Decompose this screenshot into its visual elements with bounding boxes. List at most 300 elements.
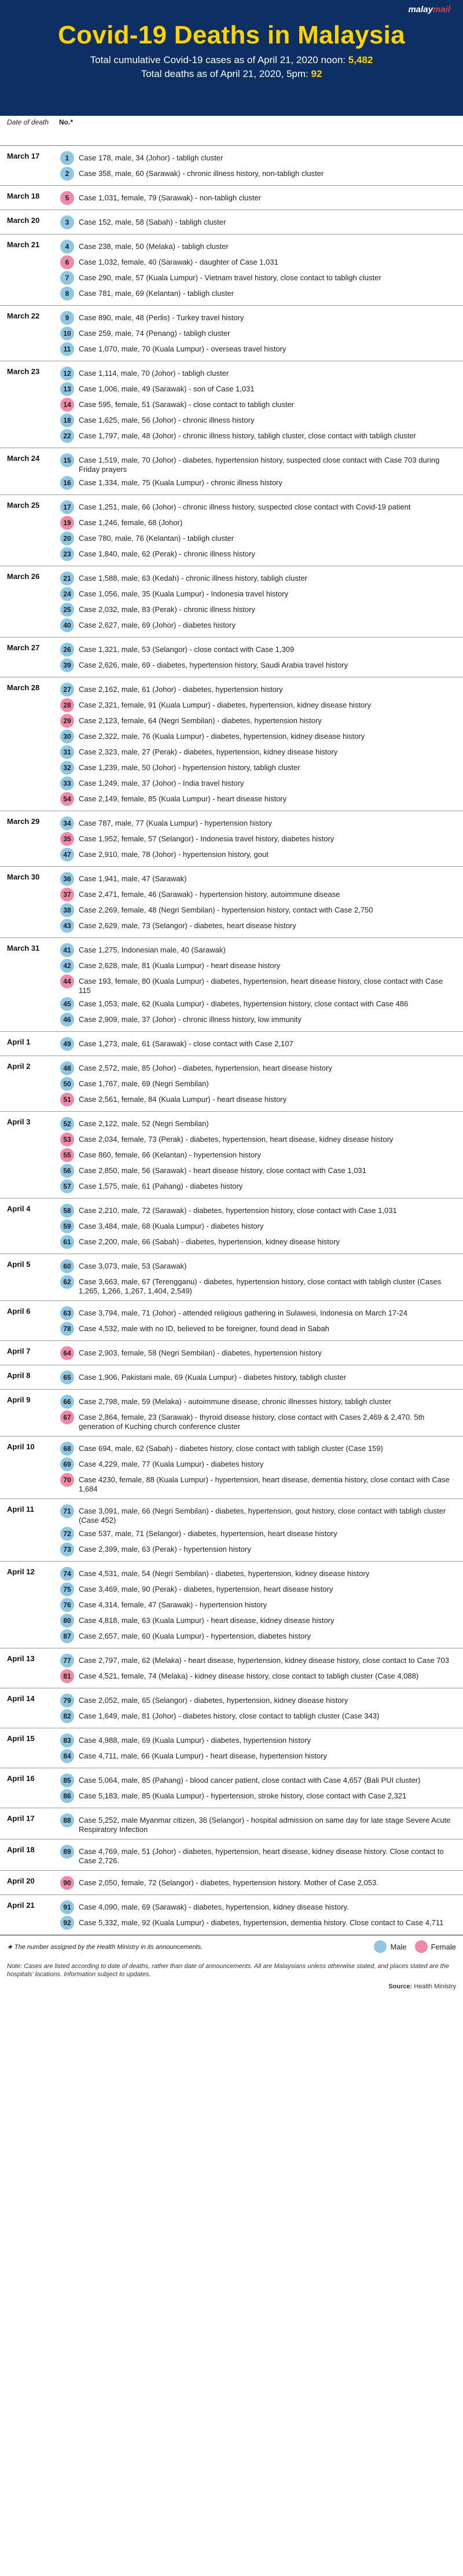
case-row [60, 683, 455, 697]
case-description: Case 5,252, male Myanmar citizen, 36 (Selangor) - hospital admission on same day for late stage Severe Acute Respiratory Infection [79, 1816, 451, 1834]
death-date: April 3 [7, 1117, 31, 1126]
case-description: Case 1,275, Indonesian male, 40 (Sarawak) [79, 946, 226, 954]
case-description: Case 1,649, male, 81 (Johor) - diabetes history, close contact to tabligh cluster (Case 343) [79, 1712, 380, 1720]
date-group [0, 1499, 463, 1562]
malaymail-logo: malaymail [408, 5, 450, 14]
male-death-number: 10 [60, 327, 74, 340]
date-group [0, 938, 463, 1032]
source-line [7, 1983, 456, 1990]
male-death-number: 91 [60, 1900, 74, 1914]
case-row [60, 367, 455, 380]
case-description: Case 259, male, 74 (Penang) - tabligh cluster [79, 329, 230, 338]
male-death-number: 43 [60, 919, 74, 933]
case-description: Case 4,532, male with no ID, believed to be foreigner, found dead in Sabah [79, 1324, 329, 1333]
date-group [0, 361, 463, 448]
female-death-number: 51 [60, 1093, 74, 1106]
case-description: Case 2,627, male, 69 (Johor) - diabetes history [79, 621, 236, 629]
case-row [60, 1148, 455, 1162]
female-death-number: 70 [60, 1473, 74, 1487]
case-row [60, 547, 455, 561]
case-row [60, 342, 455, 356]
date-group [0, 1437, 463, 1499]
death-date: April 14 [7, 1694, 35, 1703]
case-list [60, 1369, 463, 1386]
case-description: Case 2,149, female, 85 (Kuala Lumpur) - heart disease history [79, 794, 287, 803]
male-death-number: 83 [60, 1734, 74, 1747]
death-date: March 25 [7, 501, 40, 510]
case-row [60, 1410, 455, 1431]
date-group [0, 1808, 463, 1840]
case-row [60, 1133, 455, 1146]
case-description: Case 238, male, 50 (Melaka) - tabligh cluster [79, 242, 229, 251]
case-list [60, 1652, 463, 1685]
case-description: Case 2,122, male, 52 (Negri Sembilan) [79, 1119, 209, 1128]
death-date: March 30 [7, 873, 40, 881]
female-death-number: 28 [60, 698, 74, 712]
case-list [60, 309, 463, 358]
case-list [60, 365, 463, 445]
case-row [60, 745, 455, 759]
death-date: April 9 [7, 1395, 31, 1404]
date-group [0, 1254, 463, 1301]
case-row [60, 1813, 455, 1834]
case-description: Case 787, male, 77 (Kuala Lumpur) - hypertension history [79, 819, 272, 827]
case-description: Case 290, male, 57 (Kuala Lumpur) - Vietnam travel history, close contact to tabligh cluster [79, 273, 381, 282]
case-description: Case 1,797, male, 48 (Johor) - chronic illness history, tabligh cluster, close contact with tabligh cluster [79, 431, 416, 440]
female-death-number: 55 [60, 1148, 74, 1162]
column-header [0, 116, 463, 146]
death-date: April 18 [7, 1845, 35, 1854]
case-description: Case 2,909, male, 37 (Johor) - chronic illness history, low immunity [79, 1015, 302, 1024]
case-row [60, 832, 455, 846]
male-death-number: 33 [60, 776, 74, 790]
male-death-number: 11 [60, 342, 74, 356]
case-row [60, 1164, 455, 1178]
male-death-number: 73 [60, 1542, 74, 1556]
male-death-number: 42 [60, 959, 74, 973]
case-row [60, 1061, 455, 1075]
death-date: March 22 [7, 312, 40, 320]
case-row [60, 1117, 455, 1131]
case-row [60, 1504, 455, 1525]
case-description: Case 1,239, male, 50 (Johor) - hypertension history, tabligh cluster [79, 763, 300, 772]
female-death-number: 14 [60, 398, 74, 412]
case-description: Case 2,629, male, 73 (Selangor) - diabetes, heart disease history [79, 921, 296, 930]
case-row [60, 1694, 455, 1707]
case-row [60, 1371, 455, 1384]
case-description: Case 1,334, male, 75 (Kuala Lumpur) - chronic illness history [79, 478, 282, 487]
case-list [60, 570, 463, 634]
case-row [60, 658, 455, 672]
case-row [60, 776, 455, 790]
case-row [60, 1219, 455, 1233]
date-group [0, 1390, 463, 1437]
male-death-number: 12 [60, 367, 74, 380]
death-date: April 10 [7, 1442, 35, 1451]
date-group [0, 637, 463, 677]
case-description: Case 1,031, female, 79 (Sarawak) - non-tabligh cluster [79, 193, 262, 202]
case-row [60, 191, 455, 205]
male-death-number: 84 [60, 1749, 74, 1763]
death-date: April 2 [7, 1062, 31, 1071]
case-row [60, 1204, 455, 1218]
male-death-number: 52 [60, 1117, 74, 1131]
death-date: April 16 [7, 1774, 35, 1783]
case-list [60, 1812, 463, 1836]
footer [0, 1935, 463, 1995]
case-row [60, 974, 455, 995]
case-description: Case 2,399, male, 63 (Perak) - hypertension history [79, 1545, 251, 1553]
male-death-number: 39 [60, 658, 74, 672]
case-description: Case 2,032, male, 83 (Perak) - chronic illness history [79, 605, 255, 614]
date-group [0, 1562, 463, 1648]
case-list [60, 1440, 463, 1496]
case-row [60, 398, 455, 412]
case-description: Case 3,091, male, 66 (Negri Sembilan) - diabetes, hypertension, gout history, close contact with tabligh cluster (Case 452) [79, 1507, 446, 1525]
total-cases-value: 5,482 [348, 54, 373, 65]
case-row [60, 453, 455, 474]
date-group [0, 1032, 463, 1056]
female-death-number: 6 [60, 255, 74, 269]
case-list [60, 189, 463, 207]
death-list [0, 146, 463, 1935]
male-death-number: 38 [60, 903, 74, 917]
case-description: Case 4230, female, 88 (Kuala Lumpur) - hypertension, heart disease, dementia history, close contact with Case 1,684 [79, 1475, 450, 1493]
case-row [60, 1395, 455, 1409]
case-list [60, 1843, 463, 1867]
date-column-label: Date of death [7, 118, 49, 126]
death-date: April 20 [7, 1877, 35, 1885]
case-description: Case 5,064, male, 85 (Pahang) - blood cancer patient, close contact with Case 4,657 (Bali PUI cluster) [79, 1776, 421, 1784]
male-death-number: 49 [60, 1037, 74, 1051]
case-row [60, 903, 455, 917]
case-row [60, 872, 455, 886]
female-death-number: 53 [60, 1133, 74, 1146]
case-description: Case 1,519, male, 70 (Johor) - diabetes, hypertension history, suspected close contact with Case 703 during Friday prayers [79, 456, 440, 474]
case-description: Case 2,269, female, 48 (Negri Sembilan) - hypertension history, contact with Case 2,750 [79, 906, 373, 914]
case-row [60, 215, 455, 229]
male-death-number: 50 [60, 1077, 74, 1091]
case-description: Case 3,469, male, 90 (Perak) - diabetes, hypertension, heart disease history [79, 1585, 333, 1593]
case-description: Case 595, female, 51 (Sarawak) - close contact to tabligh cluster [79, 400, 295, 409]
female-death-number: 37 [60, 888, 74, 902]
male-death-number: 66 [60, 1395, 74, 1409]
case-list [60, 214, 463, 231]
male-death-number: 15 [60, 453, 74, 467]
total-deaths-line [0, 68, 463, 80]
case-description: Case 2,034, female, 73 (Perak) - diabetes, hypertension, heart disease, kidney disease history [79, 1135, 394, 1144]
case-row [60, 571, 455, 585]
total-deaths-value: 92 [311, 68, 322, 79]
male-death-number: 18 [60, 413, 74, 427]
case-row [60, 255, 455, 269]
case-description: Case 1,053, male, 62 (Kuala Lumpur) - diabetes, hypertension history, close contact with Case 486 [79, 999, 409, 1008]
case-description: Case 1,056, male, 35 (Kuala Lumpur) - Indonesia travel history [79, 589, 289, 598]
male-death-number: 34 [60, 816, 74, 830]
male-death-number: 46 [60, 1013, 74, 1027]
female-dot-icon [415, 1940, 428, 1953]
case-description: Case 2,626, male, 69 - diabetes, hypertension history, Saudi Arabia travel history [79, 661, 348, 669]
case-description: Case 4,090, male, 69 (Sarawak) - diabetes, hypertension, kidney disease history. [79, 1903, 349, 1911]
male-death-number: 17 [60, 500, 74, 514]
death-date: March 27 [7, 643, 40, 652]
date-group [0, 677, 463, 811]
case-description: Case 890, male, 48 (Perlis) - Turkey travel history [79, 313, 244, 322]
date-group [0, 1688, 463, 1728]
case-row [60, 1093, 455, 1106]
male-death-number: 71 [60, 1504, 74, 1518]
case-description: Case 1,941, male, 47 (Sarawak) [79, 874, 187, 883]
case-description: Case 5,332, male, 92 (Kuala Lumpur) - diabetes, hypertension, dementia history. Close contact to Case 4,711 [79, 1918, 444, 1927]
source-value: Health Ministry [414, 1983, 456, 1990]
case-row [60, 1669, 455, 1683]
death-date: April 17 [7, 1814, 35, 1823]
case-row [60, 1013, 455, 1027]
case-description: Case 1,251, male, 66 (Johor) - chronic illness history, suspected close contact with Covid-19 patient [79, 503, 411, 511]
case-row [60, 429, 455, 443]
death-date: March 18 [7, 192, 40, 200]
male-death-number: 16 [60, 476, 74, 490]
case-row [60, 1275, 455, 1296]
case-description: Case 537, male, 71 (Selangor) - diabetes, hypertension, heart disease history [79, 1529, 337, 1538]
male-death-number: 30 [60, 730, 74, 743]
female-death-number: 81 [60, 1669, 74, 1683]
male-death-number: 27 [60, 683, 74, 697]
date-group [0, 1895, 463, 1935]
case-row [60, 919, 455, 933]
total-cases-line [0, 54, 463, 66]
male-death-number: 3 [60, 215, 74, 229]
male-death-number: 36 [60, 872, 74, 886]
case-description: Case 1,249, male, 37 (Johor) - India travel history [79, 779, 244, 787]
female-death-number: 44 [60, 974, 74, 988]
case-description: Case 3,794, male, 71 (Johor) - attended religious gathering in Sulawesi, Indonesia on March 17-24 [79, 1309, 408, 1317]
case-description: Case 1,114, male, 70 (Johor) - tabligh cluster [79, 369, 229, 378]
case-description: Case 2,572, male, 85 (Johor) - diabetes, hypertension, heart disease history [79, 1064, 332, 1072]
total-cases-label: Total cumulative Covid-19 cases as of April 21, 2020 noon: [90, 54, 348, 65]
date-group [0, 867, 463, 938]
date-group [0, 1199, 463, 1254]
case-row [60, 1629, 455, 1643]
death-date: April 6 [7, 1307, 31, 1316]
case-row [60, 1876, 455, 1890]
legend-female-label: Female [431, 1942, 456, 1951]
case-description: Case 1,006, male, 49 (Sarawak) - son of Case 1,031 [79, 384, 255, 393]
case-description: Case 2,321, female, 91 (Kuala Lumpur) - diabetes, hypertension, kidney disease history [79, 701, 372, 709]
case-list [60, 815, 463, 863]
male-death-number: 87 [60, 1629, 74, 1643]
male-death-number: 92 [60, 1916, 74, 1930]
male-death-number: 65 [60, 1371, 74, 1384]
male-death-number: 58 [60, 1204, 74, 1218]
date-group [0, 811, 463, 867]
case-row [60, 816, 455, 830]
case-description: Case 1,625, male, 56 (Johor) - chronic illness history [79, 416, 255, 424]
date-group [0, 1056, 463, 1112]
date-group [0, 210, 463, 234]
male-death-number: 74 [60, 1567, 74, 1581]
case-description: Case 1,906, Pakistani male, 69 (Kuala Lumpur) - diabetes history, tabligh cluster [79, 1373, 347, 1382]
case-list [60, 1115, 463, 1195]
male-death-number: 26 [60, 643, 74, 657]
case-description: Case 2,123, female, 64 (Negri Sembilan) - diabetes, hypertension history [79, 716, 322, 725]
case-description: Case 1,840, male, 62 (Perak) - chronic illness history [79, 549, 255, 558]
case-description: Case 1,952, female, 57 (Selangor) - Indonesia travel history, diabetes history [79, 834, 335, 843]
case-row [60, 1916, 455, 1930]
male-death-number: 47 [60, 848, 74, 862]
case-description: Case 3,073, male, 53 (Sarawak) [79, 1262, 187, 1270]
case-description: Case 780, male, 76 (Kelantan) - tabligh cluster [79, 534, 234, 543]
male-death-number: 68 [60, 1442, 74, 1456]
male-death-number: 31 [60, 745, 74, 759]
case-row [60, 1346, 455, 1360]
case-description: Case 3,663, male, 67 (Terengganu) - diabetes, hypertension history, close contact with tabligh cluster (Cases 1,265, 1,266, 1,267, 1,404, 2,549) [79, 1277, 442, 1295]
female-death-number: 5 [60, 191, 74, 205]
case-description: Case 2,561, female, 84 (Kuala Lumpur) - heart disease history [79, 1095, 287, 1104]
case-list [60, 1772, 463, 1805]
page-title: Covid-19 Deaths in Malaysia [58, 21, 405, 49]
case-description: Case 1,588, male, 63 (Kedah) - chronic illness history, tabligh cluster [79, 574, 308, 582]
death-date: April 11 [7, 1505, 34, 1514]
footnote: Note: Cases are listed according to date of deaths, rather than date of announcements. All are Malaysians unless otherwise stated, and places stated are the hospitals' locations. Information subject to updates. [7, 1963, 449, 1978]
case-description: Case 4,229, male, 77 (Kuala Lumpur) - diabetes history [79, 1460, 264, 1468]
case-row [60, 413, 455, 427]
case-row [60, 287, 455, 301]
death-date: April 15 [7, 1734, 35, 1743]
male-death-number: 56 [60, 1164, 74, 1178]
case-description: Case 5,183, male, 85 (Kuala Lumpur) - hypertension, stroke history, close contact with Case 2,321 [79, 1791, 407, 1800]
date-group [0, 1648, 463, 1688]
case-row [60, 618, 455, 632]
case-list [60, 499, 463, 563]
male-death-number: 23 [60, 547, 74, 561]
case-row [60, 1598, 455, 1612]
male-death-number: 80 [60, 1614, 74, 1628]
case-description: Case 4,531, male, 54 (Negri Sembilan) - diabetes, hypertension, kidney disease history [79, 1569, 370, 1578]
case-list [60, 870, 463, 935]
male-death-number: 86 [60, 1789, 74, 1803]
death-date: April 5 [7, 1260, 31, 1269]
case-row [60, 1527, 455, 1541]
case-description: Case 694, male, 62 (Sabah) - diabetes history, close contact with tabligh cluster (Case 159) [79, 1444, 383, 1453]
death-date: April 8 [7, 1371, 31, 1380]
male-death-number: 89 [60, 1845, 74, 1859]
source-label: Source: [388, 1983, 413, 1990]
case-row [60, 587, 455, 601]
death-date: March 21 [7, 240, 40, 249]
case-row [60, 1306, 455, 1320]
male-death-number: 25 [60, 603, 74, 617]
case-description: Case 2,910, male, 78 (Johor) - hypertension history, gout [79, 850, 269, 859]
death-date: March 24 [7, 454, 40, 463]
case-row [60, 327, 455, 340]
case-row [60, 1654, 455, 1668]
male-death-number: 88 [60, 1813, 74, 1827]
male-death-number: 78 [60, 1322, 74, 1336]
case-description: Case 4,769, male, 51 (Johor) - diabetes, hypertension, heart disease, kidney disease history. Close contact to Case 2,726. [79, 1847, 444, 1865]
death-date: March 31 [7, 944, 40, 952]
case-description: Case 1,246, female, 68 (Johor) [79, 518, 183, 527]
case-description: Case 1,575, male, 61 (Pahang) - diabetes history [79, 1182, 243, 1190]
asterisk-note: ★ The number assigned by the Health Ministry in its announcements. [7, 1943, 203, 1951]
date-group [0, 234, 463, 306]
case-description: Case 2,657, male, 60 (Kuala Lumpur) - hypertension, diabetes history [79, 1632, 311, 1640]
case-list [60, 1344, 463, 1362]
legend-row [7, 1940, 456, 1953]
case-description: Case 2,798, male, 59 (Melaka) - autoimmune disease, chronic illnesses history, tabligh cluster [79, 1397, 392, 1406]
case-description: Case 2,864, female, 23 (Sarawak) - thyroid disease history, close contact with Cases 2,469 & 2,470. 5th generation of Kuching church conference cluster [79, 1413, 425, 1431]
male-death-number: 22 [60, 429, 74, 443]
case-description: Case 1,070, male, 70 (Kuala Lumpur) - overseas travel history [79, 345, 286, 353]
case-description: Case 2,323, male, 27 (Perak) - diabetes, hypertension, kidney disease history [79, 747, 338, 756]
male-death-number: 48 [60, 1061, 74, 1075]
date-group [0, 448, 463, 495]
total-deaths-label: Total deaths as of April 21, 2020, 5pm: [141, 68, 311, 79]
case-row [60, 500, 455, 514]
male-death-number: 77 [60, 1654, 74, 1668]
male-death-number: 63 [60, 1306, 74, 1320]
male-death-number: 59 [60, 1219, 74, 1233]
case-row [60, 643, 455, 657]
male-death-number: 21 [60, 571, 74, 585]
male-death-number: 57 [60, 1179, 74, 1193]
case-list [60, 238, 463, 302]
male-death-number: 85 [60, 1773, 74, 1787]
case-description: Case 152, male, 58 (Sabah) - tabligh cluster [79, 218, 226, 226]
male-death-number: 61 [60, 1235, 74, 1249]
case-list [60, 941, 463, 1028]
date-group [0, 1341, 463, 1365]
death-date: March 29 [7, 817, 40, 826]
legend-male-label: Male [390, 1942, 407, 1951]
male-death-number: 60 [60, 1259, 74, 1273]
case-row [60, 698, 455, 712]
case-description: Case 2,628, male, 81 (Kuala Lumpur) - heart disease history [79, 961, 281, 970]
case-row [60, 761, 455, 775]
female-death-number: 54 [60, 792, 74, 806]
date-group [0, 1768, 463, 1808]
case-row [60, 240, 455, 254]
male-death-number: 76 [60, 1598, 74, 1612]
case-list [60, 1874, 463, 1892]
case-row [60, 1789, 455, 1803]
case-list [60, 1060, 463, 1108]
case-list [60, 1035, 463, 1053]
case-description: Case 2,850, male, 56 (Sarawak) - heart disease history, close contact with Case 1,031 [79, 1166, 366, 1175]
case-row [60, 1457, 455, 1471]
male-death-number: 1 [60, 151, 74, 165]
case-list [60, 1732, 463, 1765]
case-description: Case 860, female, 66 (Kelantan) - hypertension history [79, 1150, 262, 1159]
male-death-number: 7 [60, 271, 74, 285]
date-group [0, 495, 463, 566]
death-date: April 1 [7, 1038, 31, 1046]
male-death-number: 69 [60, 1457, 74, 1471]
male-death-number: 62 [60, 1275, 74, 1289]
case-row [60, 1709, 455, 1723]
case-row [60, 1037, 455, 1051]
case-description: Case 1,767, male, 69 (Negri Sembilan) [79, 1079, 209, 1088]
case-description: Case 1,273, male, 61 (Sarawak) - close contact with Case 2,107 [79, 1039, 293, 1048]
death-date: April 13 [7, 1654, 35, 1663]
case-row [60, 1179, 455, 1193]
case-row [60, 1259, 455, 1273]
case-row [60, 1442, 455, 1456]
case-description: Case 4,521, female, 74 (Melaka) - kidney disease history, close contact to tabligh cluster (Case 4,088) [79, 1672, 419, 1680]
case-row [60, 1900, 455, 1914]
case-row [60, 959, 455, 973]
case-list [60, 1565, 463, 1645]
